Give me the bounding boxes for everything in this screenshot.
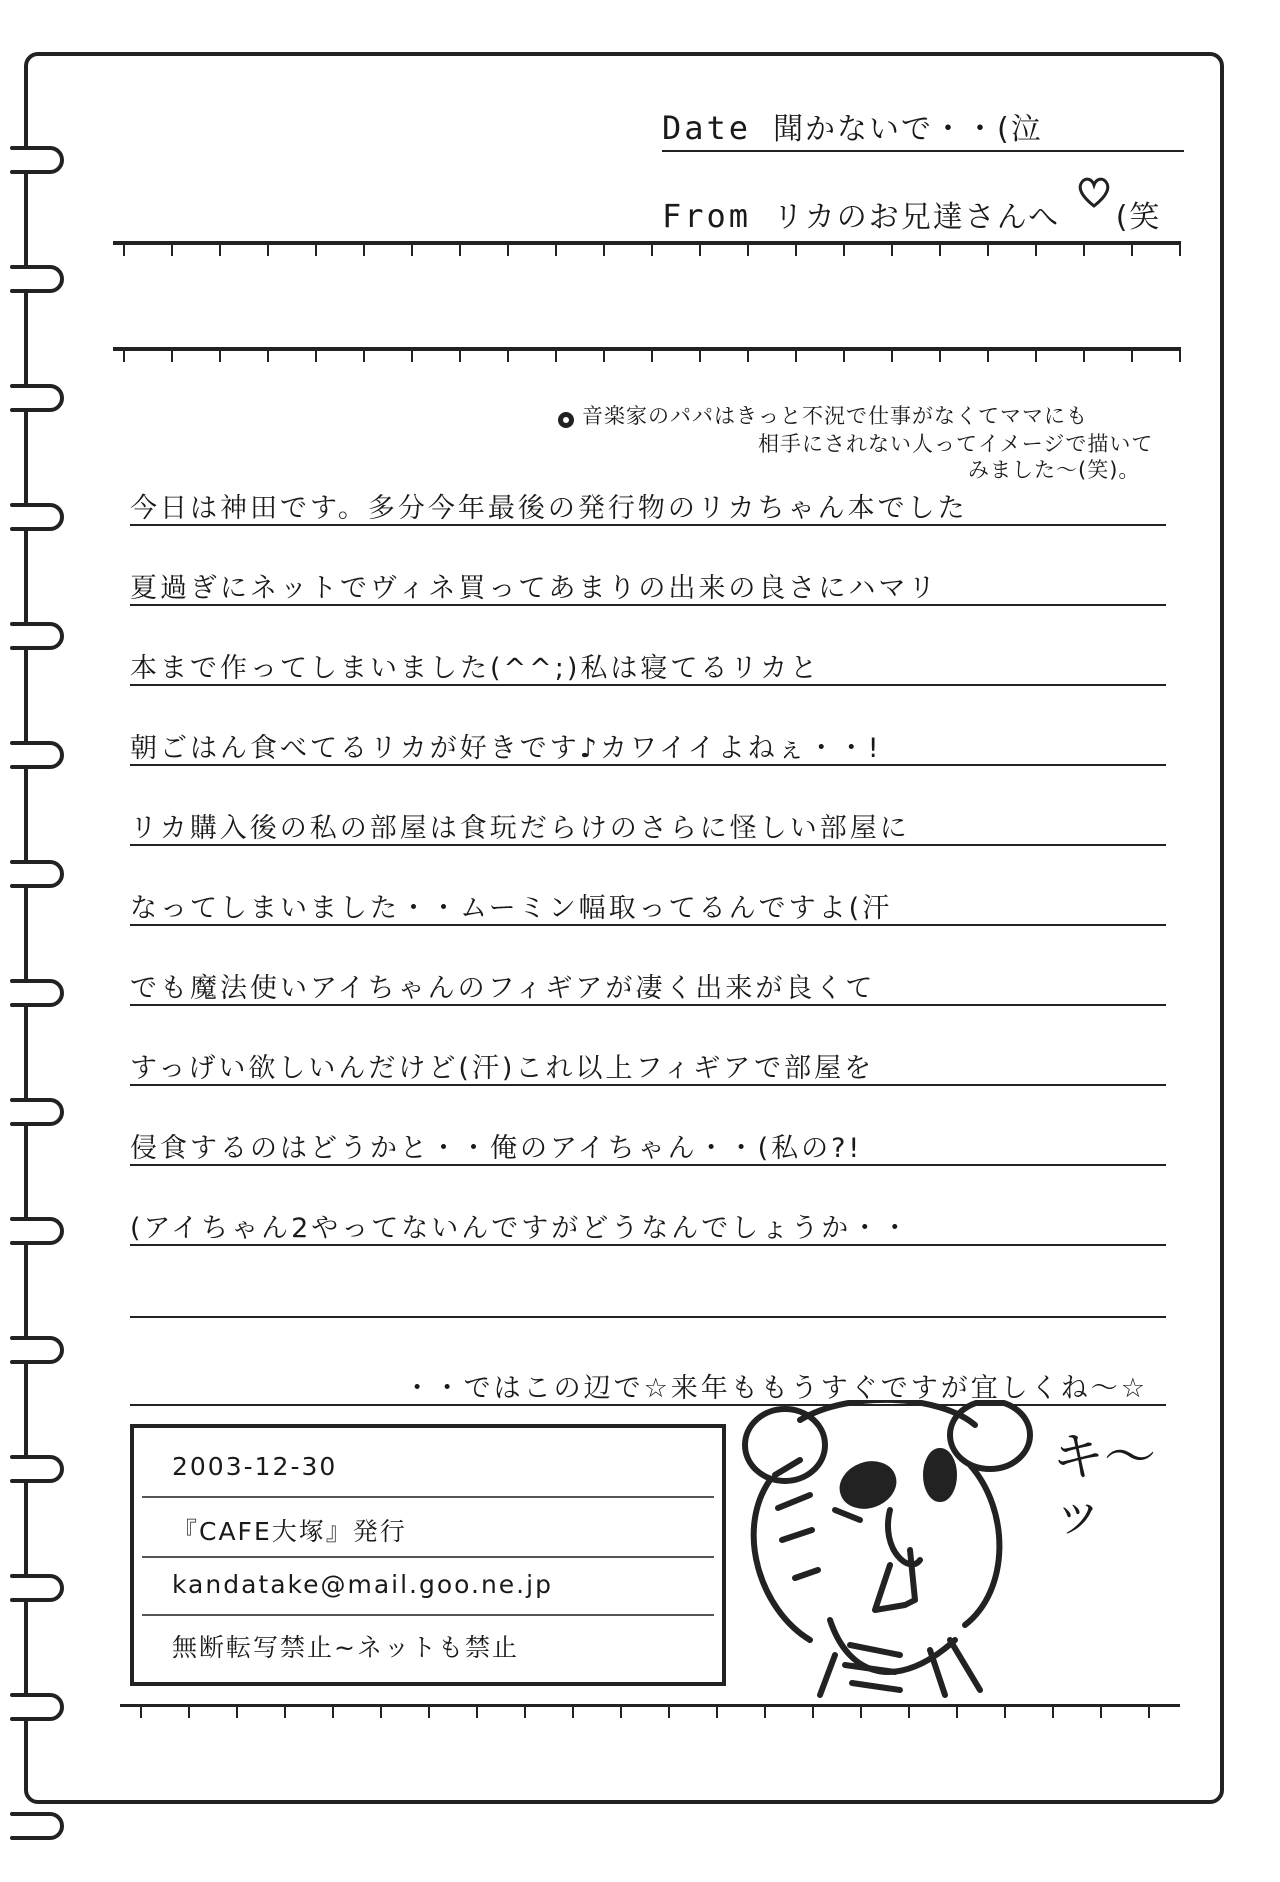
rule-tick xyxy=(459,245,461,256)
rule-tick xyxy=(1083,245,1085,256)
body-line: 夏過ぎにネットでヴィネ買ってあまりの出来の良さにハマリ xyxy=(130,573,939,604)
doodle-caption: キ〜ッ xyxy=(1052,1428,1157,1544)
spiral-ring-icon xyxy=(10,1205,82,1257)
rule-tick xyxy=(380,1707,382,1718)
rule-tick xyxy=(1035,351,1037,362)
colophon-divider xyxy=(142,1556,714,1558)
rule-tick xyxy=(476,1707,478,1718)
spiral-ring-icon xyxy=(10,1562,82,1614)
rule-tick xyxy=(1179,245,1181,256)
rule-tick xyxy=(1179,351,1181,362)
rule-tick xyxy=(939,245,941,256)
header-rule xyxy=(113,241,1181,245)
rule-tick xyxy=(908,1707,910,1718)
rule-tick xyxy=(219,245,221,256)
rule-tick xyxy=(747,351,749,362)
rule-tick xyxy=(267,245,269,256)
rule-tick xyxy=(651,351,653,362)
rule-tick xyxy=(572,1707,574,1718)
body-line: すっげい欲しいんだけど(汗)これ以上フィギアで部屋を xyxy=(130,1053,875,1084)
body-line: 侵食するのはどうかと・・俺のアイちゃん・・(私の?! xyxy=(130,1133,863,1164)
rule-tick xyxy=(236,1707,238,1718)
section-rule xyxy=(113,347,1181,351)
blank-line xyxy=(130,1316,1166,1318)
ruled-line xyxy=(130,1164,1166,1166)
colophon-box xyxy=(130,1424,726,1686)
rule-tick xyxy=(507,351,509,362)
spiral-ring-icon xyxy=(10,1086,82,1138)
spiral-ring-icon xyxy=(10,1443,82,1495)
rule-tick xyxy=(1052,1707,1054,1718)
rule-tick xyxy=(603,351,605,362)
margin-note-line-3: みました〜(笑)。 xyxy=(968,458,1141,482)
date-field xyxy=(662,104,1043,148)
date-label: Date xyxy=(662,109,752,147)
rule-tick xyxy=(284,1707,286,1718)
rule-tick xyxy=(668,1707,670,1718)
rule-tick xyxy=(939,351,941,362)
rule-tick xyxy=(332,1707,334,1718)
margin-note-line-1: 音楽家のパパはきっと不況で仕事がなくてママにも xyxy=(582,404,1088,428)
spiral-ring-icon xyxy=(10,253,82,305)
ruled-line xyxy=(130,1084,1166,1086)
rule-tick xyxy=(795,351,797,362)
rule-tick xyxy=(524,1707,526,1718)
rule-tick xyxy=(428,1707,430,1718)
rule-tick xyxy=(555,351,557,362)
ruled-line xyxy=(130,604,1166,606)
rule-tick xyxy=(1083,351,1085,362)
spiral-ring-icon xyxy=(10,491,82,543)
spiral-ring-icon xyxy=(10,1324,82,1376)
rule-tick xyxy=(987,245,989,256)
spiral-ring-icon xyxy=(10,1681,82,1733)
margin-note-line-2: 相手にされない人ってイメージで描いて xyxy=(758,432,1154,456)
rule-tick xyxy=(315,351,317,362)
body-line: リカ購入後の私の部屋は食玩だらけのさらに怪しい部屋に xyxy=(130,813,910,844)
spiral-ring-icon xyxy=(10,372,82,424)
ruled-line xyxy=(130,764,1166,766)
colophon-divider xyxy=(142,1614,714,1616)
body-line: (アイちゃん2やってないんですがどうなんでしょうか・・ xyxy=(130,1213,912,1244)
rule-tick xyxy=(620,1707,622,1718)
spiral-ring-icon xyxy=(10,134,82,186)
rule-tick xyxy=(891,245,893,256)
footer-rule xyxy=(120,1704,1180,1707)
colophon-circle: 『CAFE大塚』発行 xyxy=(172,1517,407,1546)
spiral-ring-icon xyxy=(10,610,82,662)
rule-tick xyxy=(699,245,701,256)
rule-tick xyxy=(363,245,365,256)
date-underline xyxy=(662,150,1184,152)
ruled-line xyxy=(130,684,1166,686)
rule-tick xyxy=(267,351,269,362)
colophon-email: kandatake@mail.goo.ne.jp xyxy=(172,1570,553,1599)
body-line: 朝ごはん食べてるリカが好きです♪カワイイよねぇ・・! xyxy=(130,733,882,764)
body-line: でも魔法使いアイちゃんのフィギアが凄く出来が良くて xyxy=(130,973,876,1004)
ruled-line xyxy=(130,924,1166,926)
rule-tick xyxy=(411,245,413,256)
rule-tick xyxy=(764,1707,766,1718)
ruled-line xyxy=(130,524,1166,526)
rule-tick xyxy=(219,351,221,362)
rule-tick xyxy=(555,245,557,256)
rule-tick xyxy=(699,351,701,362)
rule-tick xyxy=(1131,245,1133,256)
rule-tick xyxy=(411,351,413,362)
bullet-dot-icon xyxy=(556,410,576,430)
rule-tick xyxy=(507,245,509,256)
ruled-line xyxy=(130,1004,1166,1006)
spiral-ring-icon xyxy=(10,729,82,781)
rule-tick xyxy=(843,245,845,256)
colophon-notice: 無断転写禁止~ネットも禁止 xyxy=(172,1633,519,1662)
from-suffix: (笑 xyxy=(1115,200,1162,235)
heart-icon xyxy=(1076,175,1112,209)
date-value: 聞かないで・・(泣 xyxy=(773,112,1043,147)
rule-tick xyxy=(1035,245,1037,256)
rule-tick xyxy=(171,245,173,256)
rule-tick xyxy=(651,245,653,256)
from-value: リカのお兄達さんへ xyxy=(773,200,1061,235)
rule-tick xyxy=(123,351,125,362)
rule-tick xyxy=(123,245,125,256)
rule-tick xyxy=(171,351,173,362)
rule-tick xyxy=(1004,1707,1006,1718)
spiral-ring-icon xyxy=(10,967,82,1019)
rule-tick xyxy=(1100,1707,1102,1718)
rule-tick xyxy=(1148,1707,1150,1718)
ruled-line xyxy=(130,844,1166,846)
rule-tick xyxy=(860,1707,862,1718)
rule-tick xyxy=(459,351,461,362)
rule-tick xyxy=(795,245,797,256)
rule-tick xyxy=(1131,351,1133,362)
closing-line: ・・ではこの辺で☆来年ももうすぐですが宜しくね〜☆ xyxy=(403,1373,1148,1404)
from-field xyxy=(662,192,1161,236)
rule-tick xyxy=(987,351,989,362)
colophon-date: 2003-12-30 xyxy=(172,1452,338,1481)
body-line: 本まで作ってしまいました(^^;)私は寝てるリカと xyxy=(130,653,821,684)
spiral-ring-icon xyxy=(10,1800,82,1852)
from-label: From xyxy=(662,197,752,235)
rule-tick xyxy=(363,351,365,362)
ruled-line xyxy=(130,1244,1166,1246)
rule-tick xyxy=(603,245,605,256)
rule-tick xyxy=(140,1707,142,1718)
rule-tick xyxy=(812,1707,814,1718)
spiral-ring-icon xyxy=(10,848,82,900)
rule-tick xyxy=(956,1707,958,1718)
rule-tick xyxy=(843,351,845,362)
rule-tick xyxy=(315,245,317,256)
rule-tick xyxy=(891,351,893,362)
body-line: 今日は神田です。多分今年最後の発行物のリカちゃん本でした xyxy=(130,493,968,524)
rule-tick xyxy=(188,1707,190,1718)
rule-tick xyxy=(747,245,749,256)
rule-tick xyxy=(716,1707,718,1718)
colophon-divider xyxy=(142,1496,714,1498)
body-line: なってしまいました・・ムーミン幅取ってるんですよ(汗 xyxy=(130,893,893,924)
